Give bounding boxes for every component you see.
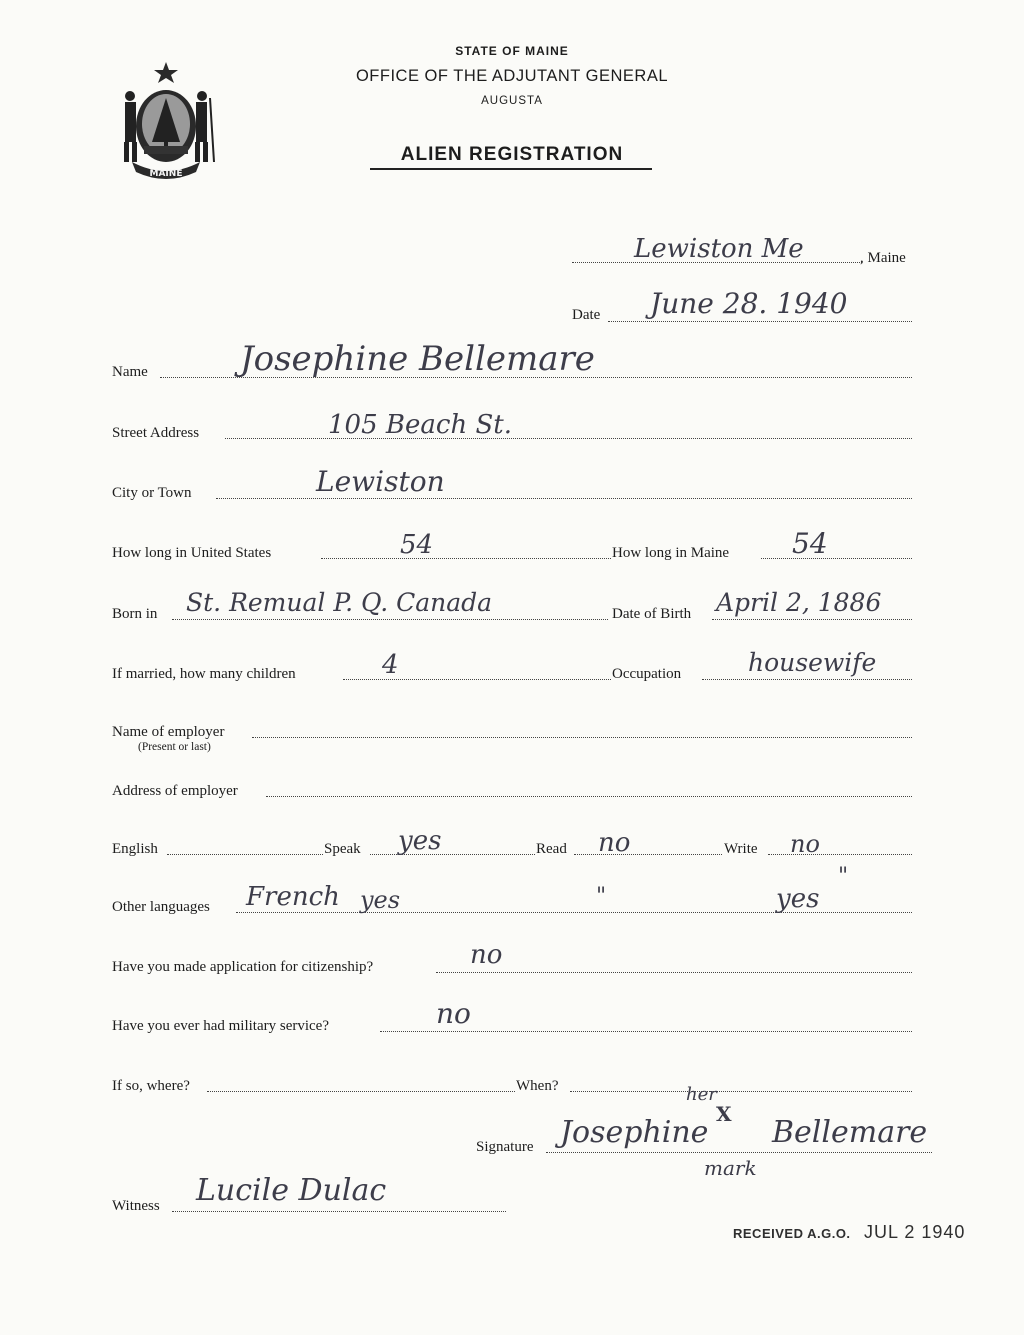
date-label: Date bbox=[572, 307, 601, 323]
date-of-birth-value: April 2, 1886 bbox=[716, 588, 882, 617]
how-long-us-line bbox=[321, 558, 611, 559]
english-speak-value: yes bbox=[398, 826, 442, 856]
military-value: no bbox=[436, 997, 471, 1030]
military-label: Have you ever had military service? bbox=[112, 1018, 329, 1034]
speak-line bbox=[370, 854, 535, 855]
employer-address-line bbox=[266, 796, 912, 797]
city-heading: AUGUSTA bbox=[481, 95, 543, 107]
date-of-birth-label: Date of Birth bbox=[612, 606, 692, 622]
other-write-value: yes bbox=[776, 884, 820, 914]
city-line bbox=[216, 498, 912, 499]
children-label: If married, how many children bbox=[112, 666, 296, 682]
other-speak-value: yes bbox=[360, 886, 401, 914]
form-title: ALIEN REGISTRATION bbox=[400, 144, 624, 165]
other-languages-label: Other languages bbox=[112, 899, 210, 915]
english-read-value: no bbox=[598, 828, 631, 858]
english-label: English bbox=[112, 841, 158, 857]
street-label: Street Address bbox=[112, 425, 200, 441]
citizenship-line bbox=[436, 972, 912, 973]
other-write-mark: " bbox=[838, 864, 849, 889]
other-language-value: French bbox=[246, 882, 340, 912]
born-in-label: Born in bbox=[112, 606, 158, 622]
how-long-maine-label: How long in Maine bbox=[612, 545, 730, 561]
title-underline bbox=[370, 168, 652, 170]
military-line bbox=[380, 1031, 912, 1032]
when-line bbox=[570, 1091, 912, 1092]
occupation-value: housewife bbox=[748, 648, 877, 677]
speak-label: Speak bbox=[324, 841, 361, 857]
read-line bbox=[574, 854, 722, 855]
born-in-line bbox=[172, 619, 608, 620]
how-long-us-value: 54 bbox=[400, 530, 434, 560]
other-read-value: " bbox=[596, 884, 607, 909]
name-value: Josephine Bellemare bbox=[240, 339, 595, 379]
where-line bbox=[207, 1091, 515, 1092]
received-stamp-label: RECEIVED A.G.O. bbox=[733, 1226, 851, 1241]
when-label: When? bbox=[516, 1078, 559, 1094]
write-label: Write bbox=[724, 841, 758, 857]
how-long-maine-line bbox=[761, 558, 912, 559]
place-state-label: , Maine bbox=[860, 250, 906, 266]
employer-address-label: Address of employer bbox=[112, 783, 238, 799]
state-seal bbox=[110, 58, 222, 180]
occupation-label: Occupation bbox=[612, 666, 682, 682]
witness-line bbox=[172, 1211, 506, 1212]
signature-last-name: Bellemare bbox=[772, 1115, 928, 1150]
english-line bbox=[167, 854, 323, 855]
state-heading: STATE OF MAINE bbox=[455, 44, 569, 58]
signature-label: Signature bbox=[476, 1139, 534, 1155]
where-label: If so, where? bbox=[112, 1078, 190, 1094]
citizenship-value: no bbox=[470, 940, 503, 970]
signature-her: her bbox=[686, 1084, 717, 1105]
children-value: 4 bbox=[382, 650, 399, 680]
how-long-maine-value: 54 bbox=[792, 527, 828, 560]
seal-banner-text: MAINE bbox=[149, 169, 183, 179]
street-value: 105 Beach St. bbox=[328, 410, 512, 440]
how-long-us-label: How long in United States bbox=[112, 545, 272, 561]
employer-name-note: (Present or last) bbox=[138, 741, 211, 753]
occupation-line bbox=[702, 679, 912, 680]
received-stamp bbox=[733, 1222, 965, 1243]
received-stamp-date: JUL 2 1940 bbox=[864, 1222, 966, 1242]
date-line bbox=[608, 321, 912, 322]
name-label: Name bbox=[112, 364, 148, 380]
read-label: Read bbox=[536, 841, 567, 857]
witness-label: Witness bbox=[112, 1198, 160, 1214]
employer-name-label: Name of employer bbox=[112, 724, 225, 740]
date-value: June 28. 1940 bbox=[650, 287, 848, 320]
signature-mark-label: mark bbox=[704, 1156, 757, 1180]
place-value: Lewiston Me bbox=[634, 234, 804, 264]
witness-value: Lucile Dulac bbox=[196, 1173, 387, 1208]
citizenship-label: Have you made application for citizenship? bbox=[112, 959, 374, 975]
signature-first-name: Josephine bbox=[560, 1115, 709, 1150]
born-in-value: St. Remual P. Q. Canada bbox=[186, 588, 493, 617]
english-write-value: no bbox=[790, 830, 820, 858]
employer-name-line bbox=[252, 737, 912, 738]
city-label: City or Town bbox=[112, 485, 192, 501]
date-of-birth-line bbox=[712, 619, 912, 620]
city-value: Lewiston bbox=[316, 465, 445, 498]
signature-line bbox=[546, 1152, 932, 1153]
signature-x-mark: X bbox=[716, 1102, 732, 1126]
office-heading: OFFICE OF THE ADJUTANT GENERAL bbox=[355, 67, 669, 85]
